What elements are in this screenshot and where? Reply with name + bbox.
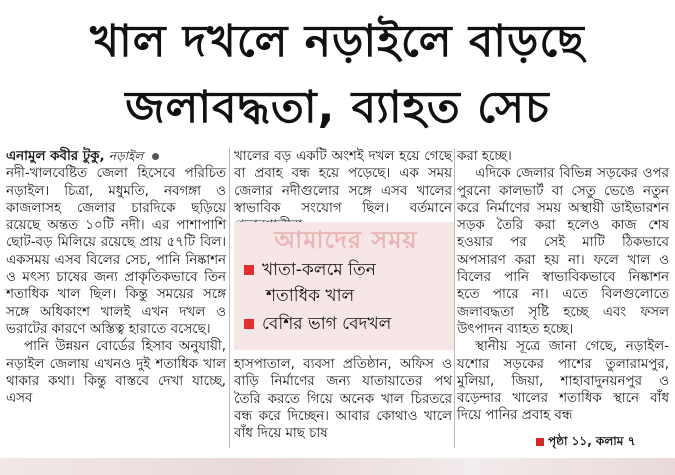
publisher-watermark: আমাদের সময়	[274, 226, 418, 254]
column2-top-text: খালের বড় একটি অংশই দখল হয়ে গেছে বা প্রবাহ বন্ধ হয়ে পড়েছে। এক সময় জেলার নদীগুলোর সঙ্গে এসব খালের স্বাভাবিক সংযোগ ছিল। বর্তমানে	[234, 149, 452, 216]
byline	[6, 148, 226, 165]
callout-item-2-text: বেশির ভাগ বেদখল	[262, 314, 392, 334]
headline-line-1: খাল দখলে নড়াইলে বাড়ছে	[90, 16, 585, 67]
byline-place: নড়াইল	[108, 149, 144, 163]
column1-paragraph-1: নদী-খালবেষ্টিত জেলা হিসেবে পরিচিত নড়াইল। চিত্রা, মধুমতি, নবগঙ্গা ও কাজলাসহ জেলার চারদিকে ছড়িয়ে রয়েছে অন্তত ১০টি নদী। এর পাশাপাশি ছোট-বড় মিলিয়ে রয়েছে প্রায় ৫৭টি বিল। একসময় এসব বিলের সেচ, পানি নিষ্কাশন ও মৎস্য চাষের জন্য প্রাকৃতিকভাবে তিন শতাধিক খাল ছিল। কিন্তু সময়ের সঙ্গে সঙ্গে অধিকাংশ খালই এখন দখল ও ভরাটের কারণে অস্তিত্ব হারাতে বসেছে।	[6, 166, 226, 337]
article-column-3	[457, 148, 669, 425]
red-square-bullet-icon	[536, 438, 544, 446]
column2-bottom-text: হাসপাতাল, ব্যবসা প্রতিষ্ঠান, অফিস ও বাড়ি নির্মাণের জন্য যাতায়াতের পথ তৈরি করতে গিয়ে অনেক খাল চিরতরে বন্ধ করে দিচ্ছেন। আবার কোথাও খালে বাঁধ দিয়ে মাছ চাষ	[234, 357, 452, 442]
red-square-bullet-icon	[244, 265, 254, 275]
headline-line-2: জলাবদ্ধতা, ব্যাহত সেচ	[125, 82, 550, 133]
column3-paragraph-3: স্থানীয় সূত্রে জানা গেছে, নড়াইল-যশোর সড়কের পাশের তুলারামপুর, মুলিয়া, জিয়া, শাহাবাদুনয়নপুর ও বড়েন্দার খালের শতাধিক স্থানে বাঁধ দিয়ে পানির প্রবাহ বন্ধ	[457, 339, 669, 424]
column1-paragraph-2: পানি উন্নয়ন বোর্ডের হিসাব অনুযায়ী, নড়াইল জেলায় এখনও দুই শতাধিক খাল থাকার কথা। কিন্তু বাস্তবে দেখা যাচ্ছে, এসব	[6, 339, 226, 407]
article-column-1	[6, 148, 226, 407]
callout-item-2	[244, 312, 391, 336]
bottom-image-strip	[0, 458, 675, 475]
red-square-bullet-icon	[244, 319, 254, 329]
column-divider-2	[454, 148, 455, 448]
byline-author: এনামুল কবীর টুকু,	[6, 149, 105, 164]
callout-item-1-line-2: শতাধিক খাল	[266, 286, 355, 306]
callout-item-1-line-1: খাতা-কলমে তিন	[262, 260, 376, 280]
column3-paragraph-2: এদিকে জেলার বিভিন্ন সড়কের ওপর পুরনো কালভার্ট বা সেতু ভেঙে নতুন করে নির্মাণের সময় অস্থায়ী ডাইভারশন সড়ক তৈরি করা হলেও কাজ শেষ হওয়ার পর সেই মাটি ঠিকভাবে অপসারণ করা হয় না। ফলে খাল ও বিলের পানি স্বাভাবিকভাবে নিষ্কাশন হতে পারে না। এতে বিলগুলোতে জলাবদ্ধতা সৃষ্টি হচ্ছে এবং ফসল উৎপাদন ব্যাহত হচ্ছে।	[457, 166, 669, 337]
column3-paragraph-1: করা হচ্ছে।	[457, 149, 512, 164]
continuation-note[interactable]	[536, 433, 635, 453]
continuation-text: পৃষ্ঠা ১১, কলাম ৭	[548, 434, 636, 448]
column-divider-1	[229, 148, 230, 448]
byline-dot-icon	[152, 153, 159, 160]
callout-item-1	[244, 258, 376, 282]
